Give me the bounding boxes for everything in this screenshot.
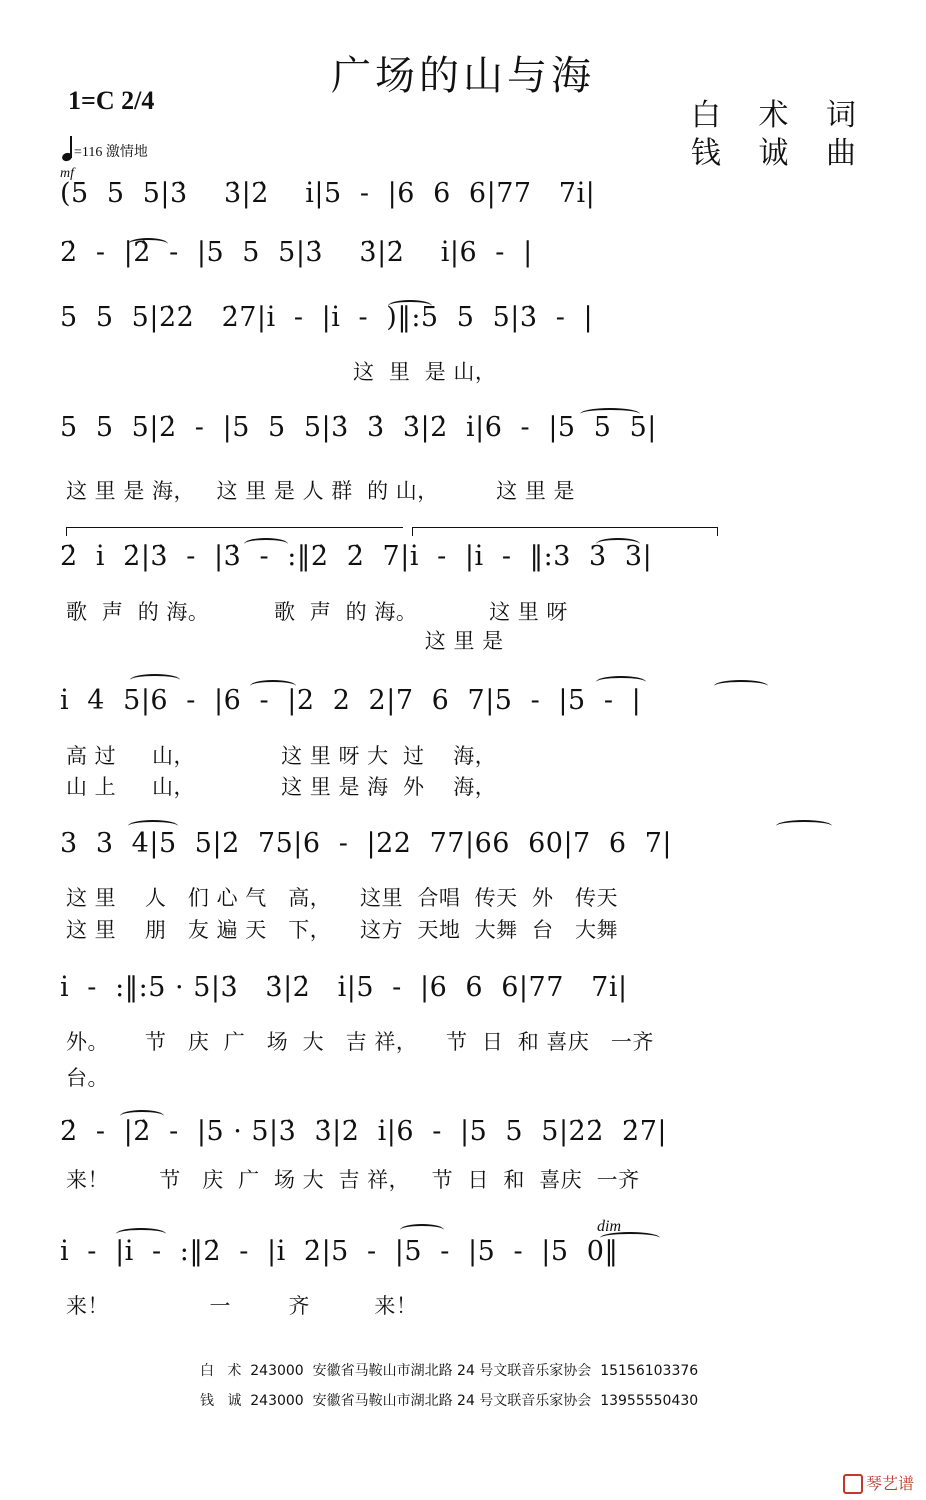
lyric-line-3: 歌 声 的 海。 歌 声 的 海。 这 里 呀: [66, 600, 568, 624]
lyric-line-8: 这 里 朋 友 遍 天 下， 这方 天地 大舞 台 大舞: [66, 918, 619, 942]
brand-logo: [843, 1471, 914, 1495]
music-line-2: 2̇ - |2̇ - |5 5 5|3̇ 3̇|2̇ i̇|6 - |: [60, 237, 533, 268]
tie-mark: [388, 300, 432, 312]
lyric-line-9: 外。 节 庆 广 场 大 吉 祥， 节 日 和 喜庆 一齐: [66, 1030, 654, 1054]
lyric-line-4: 这 里 是: [66, 629, 504, 653]
key-signature: 1=C 2/4: [68, 86, 155, 115]
lyric-line-6: 山 上 山， 这 里 是 海 外 海，: [66, 775, 497, 799]
lyricist-credit: 白 术 词: [690, 98, 870, 133]
tempo-marking: [62, 135, 148, 161]
lyric-line-12: 来！ 一 齐 来！: [66, 1294, 418, 1318]
composer-credit: 钱 诚 曲: [690, 136, 870, 171]
music-line-4: 5 5 5|2̇ - |5 5 5|3̇ 3̇ 3̇|2̇ i̇|6 - |5 5 5|: [60, 412, 657, 443]
tie-mark: [244, 538, 288, 550]
slur-mark: [776, 820, 832, 832]
tie-mark: [120, 1110, 164, 1122]
quarter-note-icon: [62, 135, 72, 161]
tie-mark: [116, 1228, 166, 1240]
music-line-8: i̇ - :‖:5 · 5|3̇ 3̇|2̇ i̇|5 - |6 6 6|77 7i̇|: [60, 972, 628, 1003]
slur-mark: [580, 408, 640, 420]
lyric-line-7: 这 里 人 们 心 气 高， 这里 合唱 传天 外 传天: [66, 886, 619, 910]
song-title: 广场的山与海: [331, 53, 595, 99]
slur-mark: [128, 820, 178, 832]
first-ending-bracket: [66, 527, 403, 536]
music-line-3: 5 5 5|2̇2̇ 2̇7|i̇ - |i̇ - )‖:5 5 5|3̇ - |: [60, 302, 594, 333]
brand-name: 琴艺谱: [865, 1473, 914, 1493]
lyric-line-11: 来！ 节 庆 广 场 大 吉 祥， 节 日 和 喜庆 一齐: [66, 1168, 640, 1192]
diminuendo-mark: dim: [597, 1218, 621, 1235]
slur-mark: [400, 1224, 444, 1236]
music-line-5: 2̇ i̇ 2̇|3̇ - |3̇ - :‖2̇ 2̇ 7|i̇ - |i̇ - ‖:3 3 3|: [60, 541, 653, 572]
logo-icon: [843, 1474, 863, 1494]
lyric-line-5: 高 过 山， 这 里 呀 大 过 海，: [66, 744, 497, 768]
tie-mark: [596, 538, 640, 550]
footer-line-composer: 钱 诚 243000 安徽省马鞍山市湖北路 24 号文联音乐家协会 13955550430: [200, 1393, 699, 1409]
music-line-9: 2̇ - |2̇ - |5 · 5|3̇ 3̇|2̇ i̇|6 - |5 5 5|2̇2̇ 2̇7|: [60, 1116, 668, 1147]
slur-mark: [596, 676, 646, 688]
tempo-text: =116 激情地: [74, 145, 148, 160]
music-line-7: 3 3 4|5 5|2̇ 75|6 - |22 77|66 60|7 6 7|: [60, 828, 673, 859]
tie-mark: [128, 238, 168, 250]
lyric-line-10: 台。: [66, 1066, 109, 1090]
footer-line-lyricist: 白 术 243000 安徽省马鞍山市湖北路 24 号文联音乐家协会 15156103376: [200, 1363, 699, 1379]
tie-mark: [250, 680, 296, 692]
music-line-10: i̇ - |i̇ - :‖2̇ - |i̇ 2̇|5 - |5 - |5 - |5 0‖: [60, 1236, 619, 1267]
music-line-6: i̇ 4 5|6 - |6 - |2 2 2|7 6 7|5 - |5 - |: [60, 685, 642, 716]
dynamic-mark: mf: [60, 166, 74, 181]
second-ending-bracket: [412, 527, 718, 536]
music-line-1: (5 5 5|3̇ 3̇|2̇ i̇|5 - |6 6 6|77 7i̇|: [60, 178, 596, 209]
lyric-line-1: 这 里 是 山，: [66, 360, 497, 384]
slur-mark: [130, 674, 180, 686]
tie-mark: [714, 680, 768, 692]
lyric-line-2: 这 里 是 海， 这 里 是 人 群 的 山， 这 里 是: [66, 479, 576, 503]
